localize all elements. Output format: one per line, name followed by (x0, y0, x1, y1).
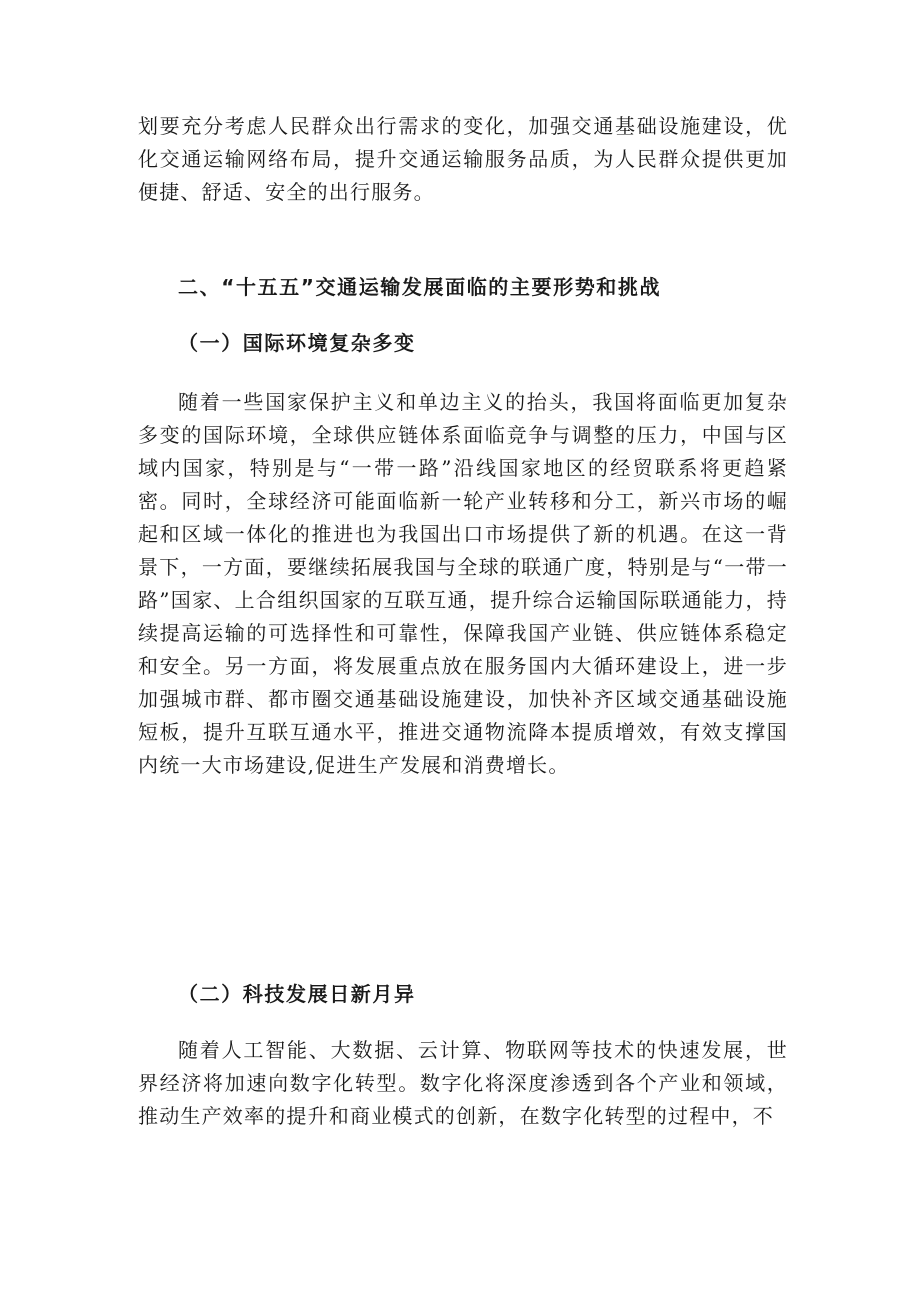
subsection-heading-technology: （二）科技发展日新月异 (178, 982, 416, 1006)
paragraph-international-environment: 随着一些国家保护主义和单边主义的抬头，我国将面临更加复杂多变的国际环境，全球供应链体系面临竞争与调整的压力，中国与区域内国家，特别是与“一带一路”沿线国家地区的经贸联系将更趋紧密。同时，全球经济可能面临新一轮产业转移和分工，新兴市场的崛起和区域一体化的推进也为我国出口市场提供了新的机遇。在这一背景下，一方面，要继续拓展我国与全球的联通广度，特别是与“一带一路”国家、上合组织国家的互联互通，提升综合运输国际联通能力，持续提高运输的可选择性和可靠性，保障我国产业链、供应链体系稳定和安全。另一方面，将发展重点放在服务国内大循环建设上，进一步加强城市群、都市圈交通基础设施建设，加快补齐区域交通基础设施短板，提升互联互通水平，推进交通物流降本提质增效，有效支撑国内统一大市场建设,促进生产发展和消费增长。 (138, 390, 788, 777)
continuation-paragraph: 划要充分考虑人民群众出行需求的变化，加强交通基础设施建设，优化交通运输网络布局，提升交通运输服务品质，为人民群众提供更加便捷、舒适、安全的出行服务。 (138, 114, 788, 204)
paragraph-technology-development: 随着人工智能、大数据、云计算、物联网等技术的快速发展，世界经济将加速向数字化转型。数字化将深度渗透到各个产业和领域，推动生产效率的提升和商业模式的创新，在数字化转型的过程中，不 (138, 1038, 788, 1128)
section-heading: 二、“十五五”交通运输发展面临的主要形势和挑战 (178, 275, 662, 299)
subsection-heading-international: （一）国际环境复杂多变 (178, 331, 416, 355)
